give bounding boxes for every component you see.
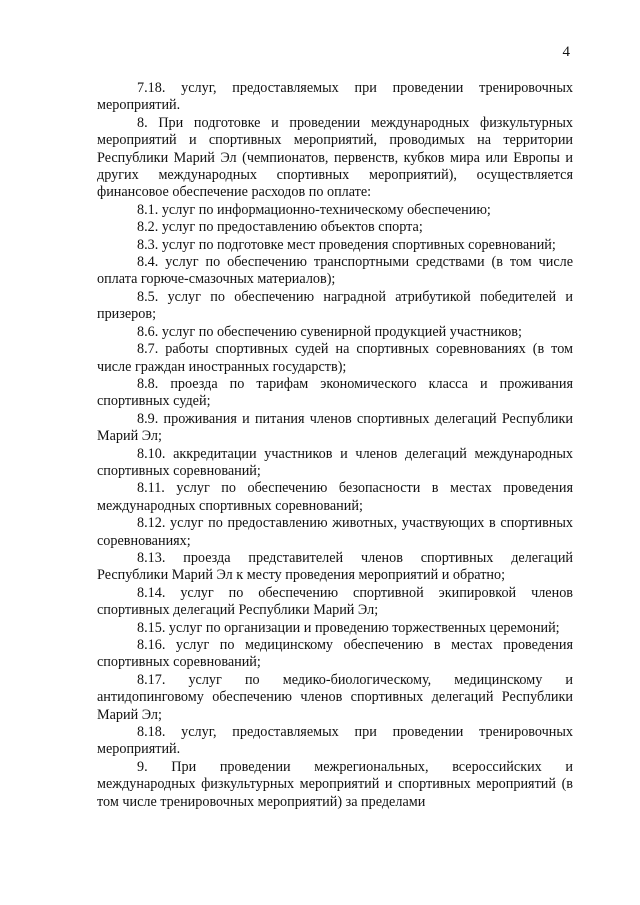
paragraph-8-18: 8.18. услуг, предоставляемых при проведении тренировочных мероприятий. xyxy=(97,724,573,758)
paragraph-9: 9. При проведении межрегиональных, всероссийских и международных физкультурных мероприятий и спортивных мероприятий (в том числе тренировочных мероприятий) за пределами xyxy=(97,758,573,810)
paragraph-8-17: 8.17. услуг по медико-биологическому, медицинскому и антидопинговому обеспечению членов спортивных делегаций Республики Марий Эл; xyxy=(97,671,573,723)
paragraph-8-2: 8.2. услуг по предоставлению объектов спорта; xyxy=(137,219,423,236)
paragraph-8-13: 8.13. проезда представителей членов спортивных делегаций Республики Марий Эл к месту проведения мероприятий и обратно; xyxy=(97,549,573,584)
paragraph-8-14: 8.14. услуг по обеспечению спортивной экипировкой членов спортивных делегаций Республики Марий Эл; xyxy=(97,584,573,619)
paragraph-8-15: 8.15. услуг по организации и проведению торжественных церемоний; xyxy=(137,619,560,636)
paragraph-8-11: 8.11. услуг по обеспечению безопасности в местах проведения международных спортивных соревнований; xyxy=(97,480,573,514)
paragraph-8-6: 8.6. услуг по обеспечению сувенирной продукцией участников; xyxy=(137,323,522,340)
paragraph-8-3: 8.3. услуг по подготовке мест проведения спортивных соревнований; xyxy=(137,236,556,253)
paragraph-8-5: 8.5. услуг по обеспечению наградной атрибутикой победителей и призеров; xyxy=(97,288,573,323)
paragraph-8-7: 8.7. работы спортивных судей на спортивных соревнованиях (в том числе граждан иностранных государств); xyxy=(97,341,573,375)
paragraph-7-18: 7.18. услуг, предоставляемых при проведении тренировочных мероприятий. xyxy=(97,80,573,114)
page-number: 4 xyxy=(562,44,570,60)
paragraph-8-9: 8.9. проживания и питания членов спортивных делегаций Республики Марий Эл; xyxy=(97,410,573,445)
paragraph-8-10: 8.10. аккредитации участников и членов делегаций международных спортивных соревнований; xyxy=(97,445,573,479)
paragraph-8: 8. При подготовке и проведении международных физкультурных мероприятий и спортивных мероприятий, проводимых на территории Республики Марий Эл (чемпионатов, первенств, кубков мира или Европы и других международных спортивных мероприятий), осуществляется финансовое обеспечение расходов по оплате: xyxy=(97,114,573,201)
paragraph-8-4: 8.4. услуг по обеспечению транспортными средствами (в том числе оплата горюче-смазочных материалов); xyxy=(97,254,573,288)
paragraph-8-1: 8.1. услуг по информационно-техническому обеспечению; xyxy=(137,201,491,218)
paragraph-8-12: 8.12. услуг по предоставлению животных, участвующих в спортивных соревнованиях; xyxy=(97,515,573,549)
paragraph-8-8: 8.8. проезда по тарифам экономического класса и проживания спортивных судей; xyxy=(97,375,573,410)
document-body xyxy=(97,80,573,811)
paragraph-8-16: 8.16. услуг по медицинскому обеспечению в местах проведения спортивных соревнований; xyxy=(97,637,573,671)
